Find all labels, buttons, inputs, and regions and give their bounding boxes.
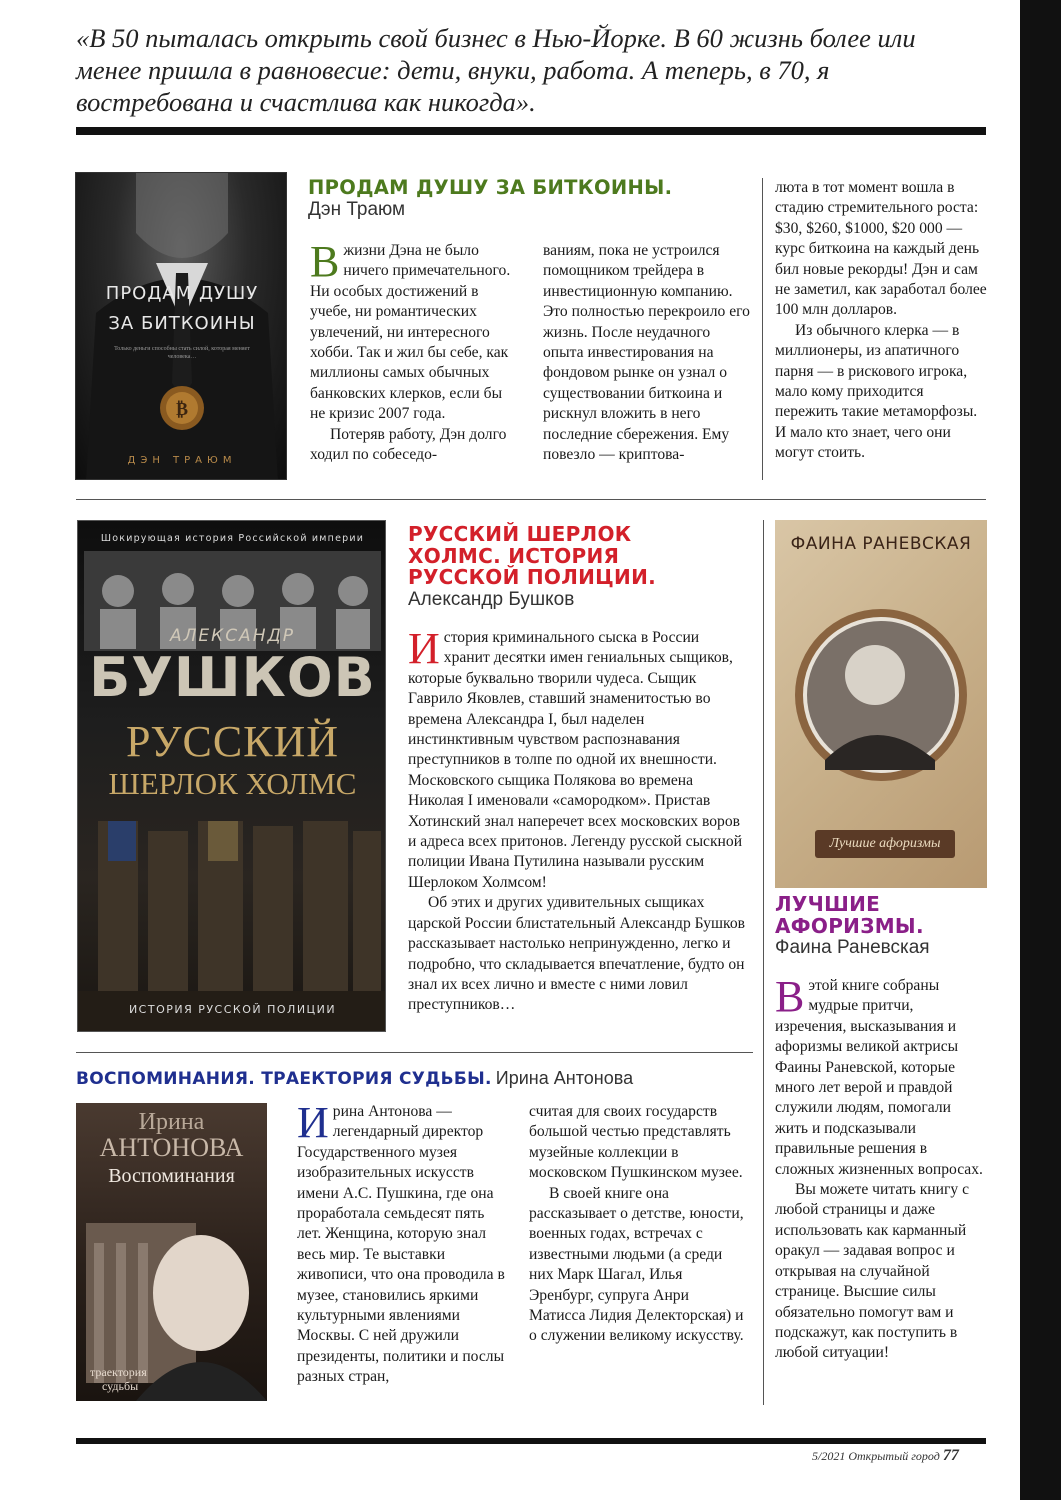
section-divider bbox=[76, 499, 986, 500]
paragraph: рина Антонова — легендарный директор Государственного музея изобразительных искусств имени А.С. Пушкина, где она проработала семьдесят пять лет. Женщина, которую знал весь мир. Те выставки живописи, что она проводила в музее, становились яркими культурными явлениями Москвы. С ней дружили президенты, политики и послы разных стран, bbox=[297, 1103, 505, 1386]
drop-cap: В bbox=[775, 972, 805, 1021]
cover-author: ФАИНА РАНЕВСКАЯ bbox=[790, 534, 972, 554]
drop-cap: И bbox=[408, 624, 440, 673]
cover-first-name: Ирина bbox=[138, 1109, 205, 1135]
bitcoins-column-1 bbox=[310, 237, 520, 465]
cover-author-big: БУШКОВ bbox=[89, 646, 376, 709]
book-title-row bbox=[76, 1068, 756, 1089]
book-title-sherlock: РУССКИЙ ШЕРЛОК ХОЛМС. ИСТОРИЯ РУССКОЙ ПОЛИЦИИ. bbox=[408, 522, 657, 589]
svg-text:₿: ₿ bbox=[175, 399, 189, 420]
memoirs-column-2 bbox=[529, 1102, 744, 1347]
paragraph: стория криминального сыска в России хранит десятки имен гениальных сыщиков, которые буквально творили чудеса. Сыщик Гаврило Яковлев, ставший знаменитостью во времена Александра I, был наделен инстинктивным чувством распознавания преступников в толпе по одной их внешности. Московского сыщика Полякова во времена Николая I именовали «самородком». Пристав Хотинский знал наперечет всех московских воров и адреса всех притонов. Легенду русской сыскной полиции Ивана Путилина называли русским Шерлоком Холмсом! bbox=[408, 629, 743, 891]
book-cover-bitcoins bbox=[75, 172, 287, 480]
book-cover-antonova bbox=[76, 1103, 267, 1401]
footer-issue: 5/2021 bbox=[812, 1449, 846, 1463]
cover-title-line2: ЗА БИТКОИНЫ bbox=[108, 313, 256, 334]
drop-cap: В bbox=[310, 237, 340, 286]
cover-subtitle-1: траектория bbox=[90, 1365, 147, 1379]
book-author-sherlock: Александр Бушков bbox=[408, 589, 575, 610]
cover-subtitle-2: судьбы bbox=[102, 1379, 139, 1393]
top-rule bbox=[76, 127, 986, 135]
cover-author-small: АЛЕКСАНДР bbox=[169, 626, 296, 646]
aphorisms-text bbox=[775, 972, 987, 1364]
cover-subtitle: ИСТОРИЯ РУССКОЙ ПОЛИЦИИ bbox=[128, 1003, 337, 1016]
paragraph: Из обычного клерка — в миллионеры, из апатичного парня — в рискового игрока, мало кому приходится пережить такие метаморфозы. И мало кто знает, чего они могут стоить. bbox=[775, 321, 978, 462]
book-cover-sherlock bbox=[77, 520, 386, 1032]
book-title-memoirs: ВОСПОМИНАНИЯ. ТРАЕКТОРИЯ СУДЬБЫ. bbox=[76, 1069, 492, 1089]
cover-label: Лучшие афоризмы bbox=[829, 836, 941, 851]
section-divider bbox=[76, 1052, 753, 1053]
page-footer bbox=[812, 1447, 959, 1465]
cover-last-name: АНТОНОВА bbox=[99, 1133, 244, 1162]
paragraph: жизни Дэна не было ничего примечательного. Ни особых достижений в учебе, ни романтических увлечений, ни интересного хобби. Так и жил бы себе, как миллионы самых обычных банковских клерков, если бы не кризис 2007 года. bbox=[310, 242, 511, 423]
paragraph: этой книге собраны мудрые притчи, изречения, высказывания и афоризмы великой актрисы Фаины Раневской, которые много лет верой и правдой служили людям, помогали жить и подсказывали правильные решения в сложных жизненных вопросах. bbox=[775, 977, 983, 1178]
bitcoins-column-3 bbox=[775, 178, 987, 464]
cover-title-line2: ШЕРЛОК ХОЛМС bbox=[108, 766, 357, 801]
paragraph: ваниям, пока не устроился помощником трейдера в инвестиционную компанию. Это полностью перекроило его жизнь. После неудачного опыта инвестирования на фондовом рынке он узнал о существовании биткоина и рискнул вложить в него последние сбережения. Ему повезло — криптова- bbox=[543, 242, 750, 464]
pull-quote: «В 50 пыталась открыть свой бизнес в Нью-Йорке. В 60 жизнь более или менее пришла в равновесие: дети, внуки, работа. А теперь, в 70, я востребована и счастлива как никогда». bbox=[76, 23, 916, 117]
footer-page-number: 77 bbox=[942, 1447, 959, 1464]
cover-tagline: Шокирующая история Российской империи bbox=[100, 533, 365, 544]
book-author-aphorisms: Фаина Раневская bbox=[775, 937, 930, 958]
column-divider bbox=[763, 520, 764, 1405]
book-author-bitcoins: Дэн Траюм bbox=[308, 199, 406, 220]
column-divider bbox=[762, 178, 763, 480]
footer-magazine: Открытый город bbox=[848, 1449, 940, 1463]
paragraph: Вы можете читать книгу с любой страницы и даже использовать как карманный оракул — задавая вопрос и открывая на случайной странице. Высшие силы обязательно помогут вам и подскажут, как поступить в любой ситуации! bbox=[775, 1181, 969, 1362]
paragraph: Об этих и других удивительных сыщиках царской России блистательный Александр Бушков рассказывает настолько непринужденно, легко и подробно, что складывается впечатление, будто он знал их всех лично и вместе с ними ловил преступников… bbox=[408, 894, 745, 1014]
book-author-memoirs: Ирина Антонова bbox=[495, 1068, 634, 1088]
cover-title-line1: РУССКИЙ bbox=[125, 717, 340, 766]
bitcoins-column-2 bbox=[543, 241, 753, 465]
paragraph: В своей книге она рассказывает о детстве, юности, военных годах, встречах с известными людьми (а среди них Марк Шагал, Илья Эренбург, супруга Анри Матисса Лидия Делекторская) и о служении великому искусству. bbox=[529, 1184, 744, 1345]
cover-title: Воспоминания bbox=[108, 1165, 235, 1187]
page-edge-band bbox=[1020, 0, 1061, 1500]
book-title-bitcoins: ПРОДАМ ДУШУ ЗА БИТКОИНЫ. bbox=[308, 176, 673, 199]
paragraph: люта в тот момент вошла в стадию стремительного роста: $30, $260, $1000, $20 000 — курс биткоина на каждый день бил новые рекорды! Дэн и сам не заметил, как заработал более 100 млн долларов. bbox=[775, 179, 987, 319]
sherlock-text bbox=[408, 624, 746, 1016]
cover-author: ДЭН ТРАЮМ bbox=[127, 455, 237, 466]
book-title-aphorisms: ЛУЧШИЕ АФОРИЗМЫ. bbox=[775, 892, 924, 938]
bottom-rule bbox=[76, 1438, 986, 1444]
cover-blurb: Только деньги способны стать силой, которая меняет человека… bbox=[114, 346, 250, 360]
memoirs-column-1 bbox=[297, 1098, 512, 1388]
paragraph: Потеряв работу, Дэн долго ходил по собеседо- bbox=[310, 425, 507, 464]
cover-title-line1: ПРОДАМ ДУШУ bbox=[105, 283, 259, 304]
drop-cap: И bbox=[297, 1098, 329, 1147]
paragraph: считая для своих государств большой честью представлять музейные коллекции в московском Пушкинском музее. bbox=[529, 1103, 743, 1182]
book-cover-ranevskaya bbox=[775, 520, 987, 888]
